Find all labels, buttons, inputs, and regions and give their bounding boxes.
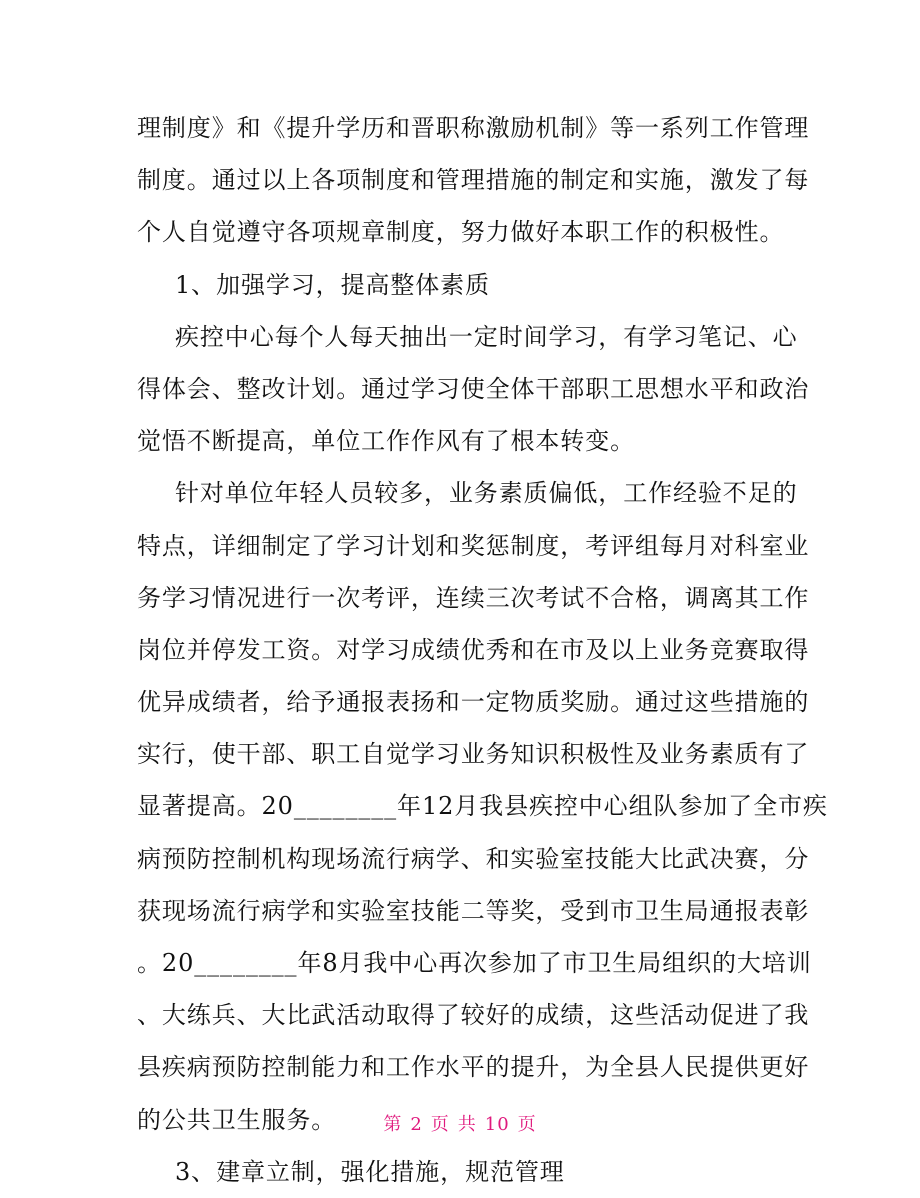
text-line: 的公共卫生服务。: [137, 1105, 337, 1134]
text-line: 优异成绩者，给予通报表扬和一定物质奖励。通过这些措施的: [137, 688, 810, 717]
text-line: 理制度》和《提升学历和晋职称激励机制》等一系列工作管理: [137, 114, 810, 142]
footer-total-pages: 10: [484, 1114, 510, 1135]
text-line: 病预防控制机构现场流行病学、和实验室技能大比武决赛，分: [137, 844, 810, 873]
text-line: 特点，详细制定了学习计划和奖惩制度，考评组每月对科室业: [137, 531, 810, 560]
footer-page-unit: 页: [430, 1114, 450, 1135]
text-line: 疾控中心每个人每天抽出一定时间学习，有学习笔记、心: [175, 322, 798, 351]
text-line: 。20________年8月我中心再次参加了市卫生局组织的大培训: [137, 949, 812, 977]
text-line: 显著提高。20________年12月我县疾控中心组队参加了全市疾: [137, 792, 828, 821]
text-line: 务学习情况进行一次考评，连续三次考试不合格，调离其工作: [137, 583, 810, 612]
text-line: 制度。通过以上各项制度和管理措施的制定和实施，激发了每: [137, 166, 810, 195]
text-line: 实行，使干部、职工自觉学习业务知识积极性及业务素质有了: [137, 740, 810, 769]
text-line: 个人自觉遵守各项规章制度，努力做好本职工作的积极性。: [137, 218, 785, 247]
text-line: 觉悟不断提高，单位工作作风有了根本转变。: [137, 427, 635, 456]
text-line: 针对单位年轻人员较多，业务素质偏低，工作经验不足的: [175, 479, 798, 508]
text-line: 3、建章立制，强化措施，规范管理: [175, 1157, 565, 1186]
footer-page-number: 2: [410, 1114, 423, 1135]
footer-total-unit: 页: [517, 1114, 537, 1135]
page-footer: [0, 1110, 920, 1136]
document-body: [137, 102, 828, 1198]
text-line: 、大练兵、大比武活动取得了较好的成绩，这些活动促进了我: [137, 1001, 810, 1030]
footer-total-prefix: 共: [457, 1114, 477, 1135]
text-line: 得体会、整改计划。通过学习使全体干部职工思想水平和政治: [137, 374, 810, 403]
text-line: 岗位并停发工资。对学习成绩优秀和在市及以上业务竞赛取得: [137, 635, 810, 664]
text-line: 1、加强学习，提高整体素质: [175, 270, 490, 299]
text-line: 县疾病预防控制能力和工作水平的提升，为全县人民提供更好: [137, 1053, 810, 1082]
footer-prefix: 第: [383, 1114, 403, 1135]
text-line: 获现场流行病学和实验室技能二等奖，受到市卫生局通报表彰: [137, 896, 810, 925]
